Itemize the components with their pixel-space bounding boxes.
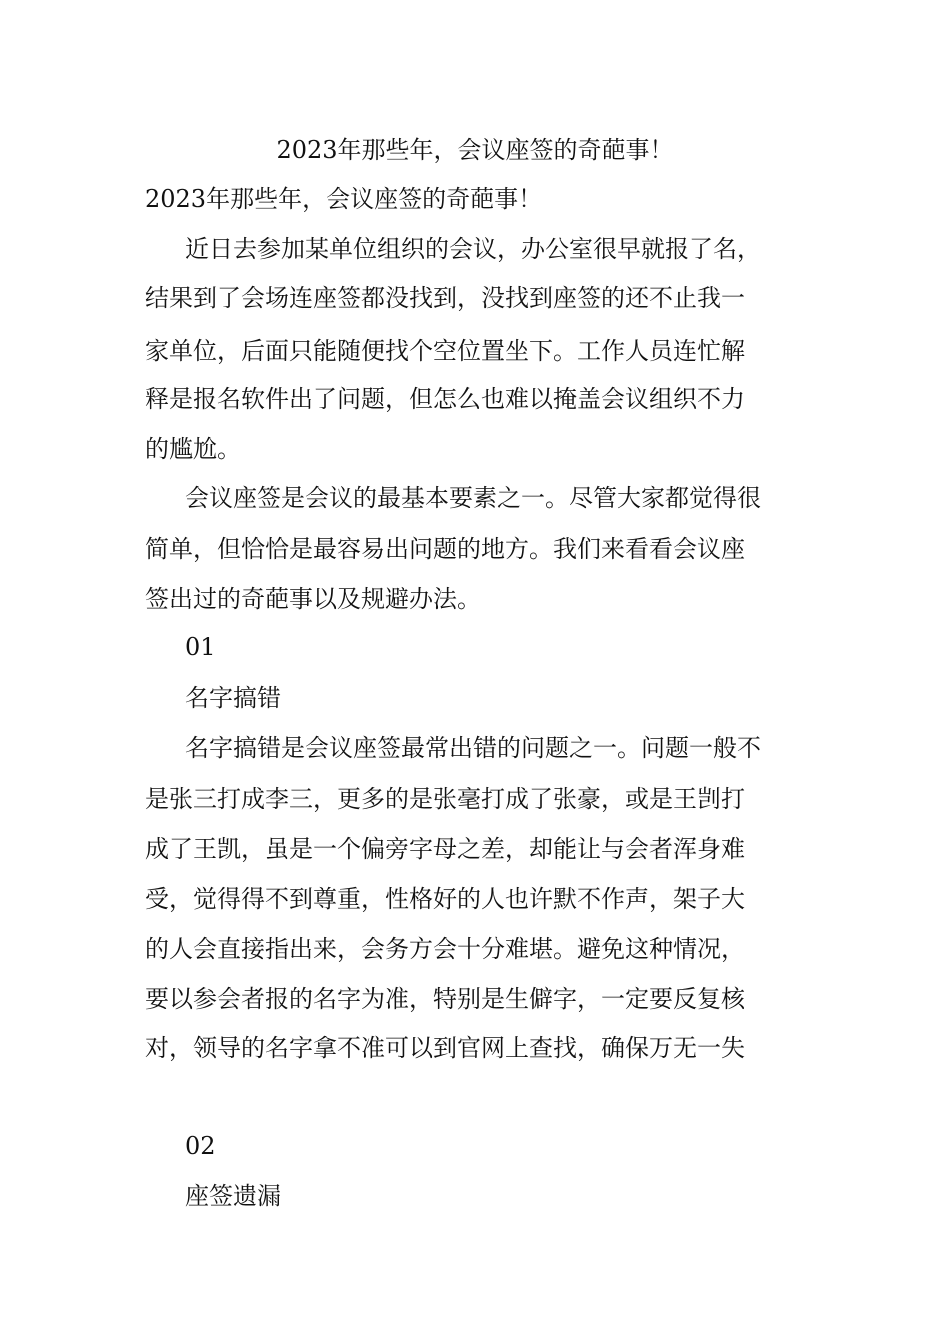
- paragraph-line: 签出过的奇葩事以及规避办法。: [145, 585, 481, 613]
- paragraph-line: 的尴尬。: [145, 435, 241, 463]
- paragraph-line: 近日去参加某单位组织的会议，办公室很早就报了名，: [185, 235, 761, 263]
- paragraph-line: 成了王凯，虽是一个偏旁字母之差，却能让与会者浑身难: [145, 835, 745, 863]
- paragraph-line: 名字搞错是会议座签最常出错的问题之一。问题一般不: [185, 734, 761, 762]
- page-title: 2023年那些年，会议座签的奇葩事！: [276, 136, 674, 164]
- paragraph-line: 受，觉得得不到尊重，性格好的人也许默不作声，架子大: [145, 885, 745, 913]
- paragraph-line: 是张三打成李三，更多的是张毫打成了张豪，或是王剀打: [145, 785, 745, 813]
- section-number: 02: [185, 1132, 216, 1160]
- paragraph-line: 会议座签是会议的最基本要素之一。尽管大家都觉得很: [185, 484, 761, 512]
- paragraph-line: 的人会直接指出来，会务方会十分难堪。避免这种情况，: [145, 935, 745, 963]
- section-heading: 名字搞错: [185, 684, 281, 712]
- paragraph-line: 结果到了会场连座签都没找到，没找到座签的还不止我一: [145, 284, 745, 312]
- paragraph-line: 对，领导的名字拿不准可以到官网上查找，确保万无一失: [145, 1034, 745, 1062]
- paragraph-line: 要以参会者报的名字为准，特别是生僻字，一定要反复核: [145, 985, 745, 1013]
- section-number: 01: [185, 633, 216, 661]
- paragraph-line: 家单位，后面只能随便找个空位置坐下。工作人员连忙解: [145, 337, 745, 365]
- paragraph-line: 释是报名软件出了问题，但怎么也难以掩盖会议组织不力: [145, 385, 745, 413]
- section-heading: 座签遗漏: [185, 1182, 281, 1210]
- subtitle: 2023年那些年，会议座签的奇葩事！: [145, 185, 543, 213]
- paragraph-line: 简单，但恰恰是最容易出问题的地方。我们来看看会议座: [145, 535, 745, 563]
